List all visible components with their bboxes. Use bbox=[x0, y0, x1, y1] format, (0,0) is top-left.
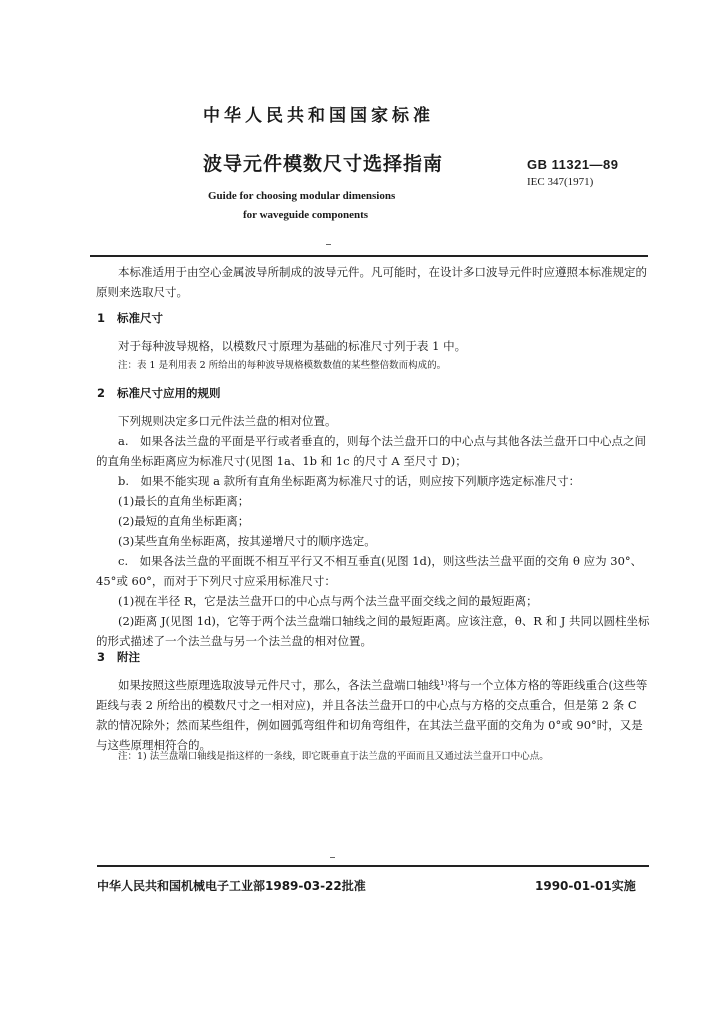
document-title-en-line1: Guide for choosing modular dimensions bbox=[208, 190, 396, 202]
section-2-lead: 下列规则决定多口元件法兰盘的相对位置。 bbox=[118, 414, 337, 428]
effective-date: 1990-01-01实施 bbox=[535, 879, 636, 893]
approval-info: 中华人民共和国机械电子工业部1989-03-22批准 bbox=[97, 879, 366, 893]
section-1-note: 注：表 1 是利用表 2 所给出的每种波导规格模数数值的某些整倍数而构成的。 bbox=[118, 360, 447, 371]
section-2-item-c1: (1)视在半径 R，它是法兰盘开口的中心点与两个法兰盘平面交线之间的最短距离； bbox=[118, 594, 538, 608]
section-1-title: 标准尺寸 bbox=[117, 311, 163, 325]
document-title-cn: 波导元件模数尺寸选择指南 bbox=[203, 153, 444, 175]
section-2-item-b1: (1)最长的直角坐标距离； bbox=[118, 494, 250, 508]
section-2-item-c: c. 如果各法兰盘的平面既不相互平行又不相互垂直(见图 1d)，则这些法兰盘平面的交角 θ 应为 30°、45°或 60°，而对于下列尺寸应采用标准尺寸： bbox=[96, 554, 643, 588]
section-2-item-b3: (3)某些直角坐标距离，按其递增尺寸的顺序选定。 bbox=[118, 534, 376, 548]
section-2-heading bbox=[97, 385, 221, 401]
center-tick-mark bbox=[326, 244, 331, 245]
section-3-title: 附注 bbox=[117, 650, 140, 664]
footer-tick-mark bbox=[330, 857, 335, 858]
header-divider bbox=[90, 255, 648, 257]
document-title-en-line2: for waveguide components bbox=[243, 209, 369, 221]
section-2-item-b2: (2)最短的直角坐标距离； bbox=[118, 514, 250, 528]
section-1-heading bbox=[97, 310, 163, 326]
section-3-note: 注：1) 法兰盘端口轴线是指这样的一条线，即它既垂直于法兰盘的平面而且又通过法兰盘开口中心点。 bbox=[118, 751, 549, 762]
intro-paragraph: 本标准适用于由空心金属波导所制成的波导元件。凡可能时，在设计多口波导元件时应遵照本标准规定的原则来选取尺寸。 bbox=[96, 265, 647, 299]
section-2-item-b: b. 如果不能实现 a 款所有直角坐标距离为标准尺寸的话，则应按下列顺序选定标准尺寸： bbox=[118, 474, 581, 488]
iec-reference: IEC 347(1971) bbox=[527, 176, 594, 188]
section-2-item-a: a. 如果各法兰盘的平面是平行或者垂直的，则每个法兰盘开口的中心点与其他各法兰盘开口中心点之间的直角坐标距离应为标准尺寸(见图 1a、1b 和 1c 的尺寸 A 至尺寸 D)； bbox=[96, 434, 647, 468]
section-2-number: 2 bbox=[97, 386, 106, 400]
section-2-item-c2: (2)距离 J(见图 1d)，它等于两个法兰盘端口轴线之间的最短距离。应该注意，θ、R 和 J 共同以圆柱坐标的形式描述了一个法兰盘与另一个法兰盘的相对位置。 bbox=[96, 614, 650, 648]
footer-divider bbox=[97, 865, 649, 867]
standard-org-heading: 中华人民共和国国家标准 bbox=[203, 106, 434, 126]
section-3-number: 3 bbox=[97, 650, 106, 664]
section-3-text: 如果按照这些原理选取波导元件尺寸，那么，各法兰盘端口轴线¹⁾将与一个立体方格的等距线重合(这些等距线与表 2 所给出的模数尺寸之一相对应)，并且各法兰盘开口的中心点与方格的交点重合，但是第 2 条 C 款的情况除外；然而某些组件，例如圆弧弯组件和切角弯组件，在其法兰盘平面的交角为 0°或 90°时，又是与这些原理相符合的。 bbox=[96, 678, 648, 752]
standard-number: GB 11321—89 bbox=[527, 157, 619, 172]
section-2-title: 标准尺寸应用的规则 bbox=[117, 386, 221, 400]
section-3-heading bbox=[97, 649, 140, 665]
section-1-number: 1 bbox=[97, 311, 106, 325]
section-1-text: 对于每种波导规格，以模数尺寸原理为基础的标准尺寸列于表 1 中。 bbox=[118, 339, 467, 353]
